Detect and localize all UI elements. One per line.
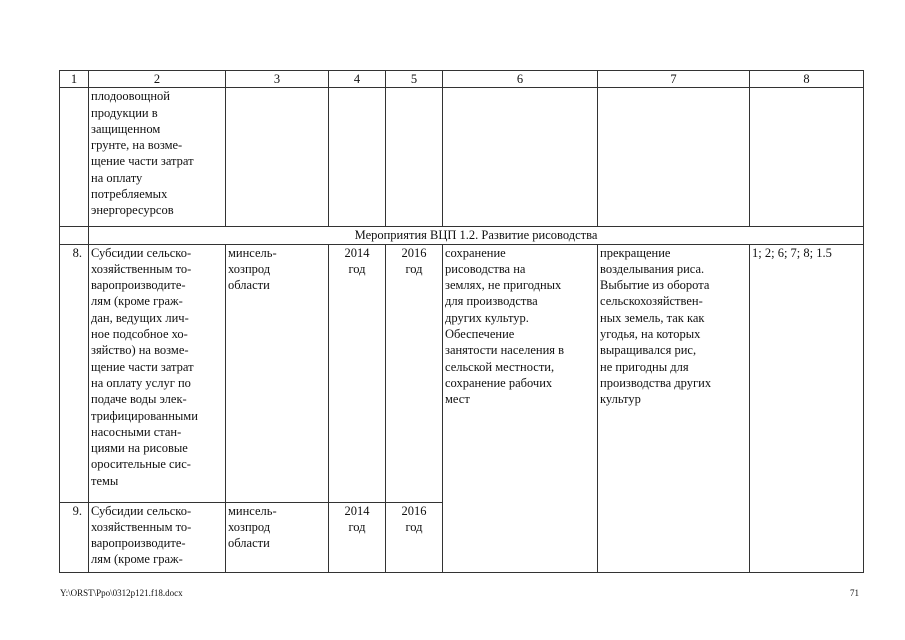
- column-header-5: 5: [386, 71, 443, 88]
- consequences-cell: [598, 88, 750, 227]
- measure-description-cell: плодоовощной продукции в защищенном грунте, на возме- щение части затрат на оплату потребляемых энергоресурсов: [89, 88, 226, 227]
- column-header-4: 4: [329, 71, 386, 88]
- end-year-cell: [386, 88, 443, 227]
- page-number: 71: [850, 588, 859, 598]
- column-header-3: 3: [226, 71, 329, 88]
- column-header-7: 7: [598, 71, 750, 88]
- column-number-row: [60, 71, 864, 88]
- program-measures-table: [59, 70, 864, 573]
- executor-cell: минсель- хозпрод области: [226, 244, 329, 502]
- row-number-cell: 8.: [60, 244, 89, 502]
- column-header-1: 1: [60, 71, 89, 88]
- start-year-cell: [329, 88, 386, 227]
- section-spacer-cell: [60, 227, 89, 244]
- file-path-footer: Y:\ORST\Ppo\0312p121.f18.docx: [60, 588, 183, 598]
- column-header-6: 6: [443, 71, 598, 88]
- section-title: Мероприятия ВЦП 1.2. Развитие рисоводства: [89, 227, 864, 244]
- measure-description-cell: Субсидии сельско- хозяйственным то- варопроизводите- лям (кроме граж-: [89, 502, 226, 572]
- expected-result-cell: сохранение рисоводства на землях, не пригодных для производства других культур. Обеспечение занятости населения в сельской местности, сохранение рабочих мест: [443, 244, 598, 572]
- executor-cell: минсель- хозпрод области: [226, 502, 329, 572]
- table-row-8: [60, 244, 864, 502]
- start-year-cell: 2014 год: [329, 502, 386, 572]
- consequences-cell: прекращение возделывания риса. Выбытие из оборота сельскохозяйствен- ных земель, так как угодья, на которых выращивался рис, не пригодны для производства других культур: [598, 244, 750, 572]
- start-year-cell: 2014 год: [329, 244, 386, 502]
- indicators-cell: [750, 88, 864, 227]
- section-row: [60, 227, 864, 244]
- end-year-cell: 2016 год: [386, 502, 443, 572]
- executor-cell: [226, 88, 329, 227]
- table-row-continued: [60, 88, 864, 227]
- row-number-cell: 9.: [60, 502, 89, 572]
- end-year-cell: 2016 год: [386, 244, 443, 502]
- column-header-8: 8: [750, 71, 864, 88]
- row-number-cell: [60, 88, 89, 227]
- measure-description-cell: Субсидии сельско- хозяйственным то- варопроизводите- лям (кроме граж- дан, ведущих лич- ное подсобное хо- зяйство) на возме- щение части затрат на оплату услуг по подаче воды элек- трифицированными насосными стан- циями на рисовые оросительные сис- темы: [89, 244, 226, 502]
- indicators-cell: 1; 2; 6; 7; 8; 1.5: [750, 244, 864, 572]
- column-header-2: 2: [89, 71, 226, 88]
- expected-result-cell: [443, 88, 598, 227]
